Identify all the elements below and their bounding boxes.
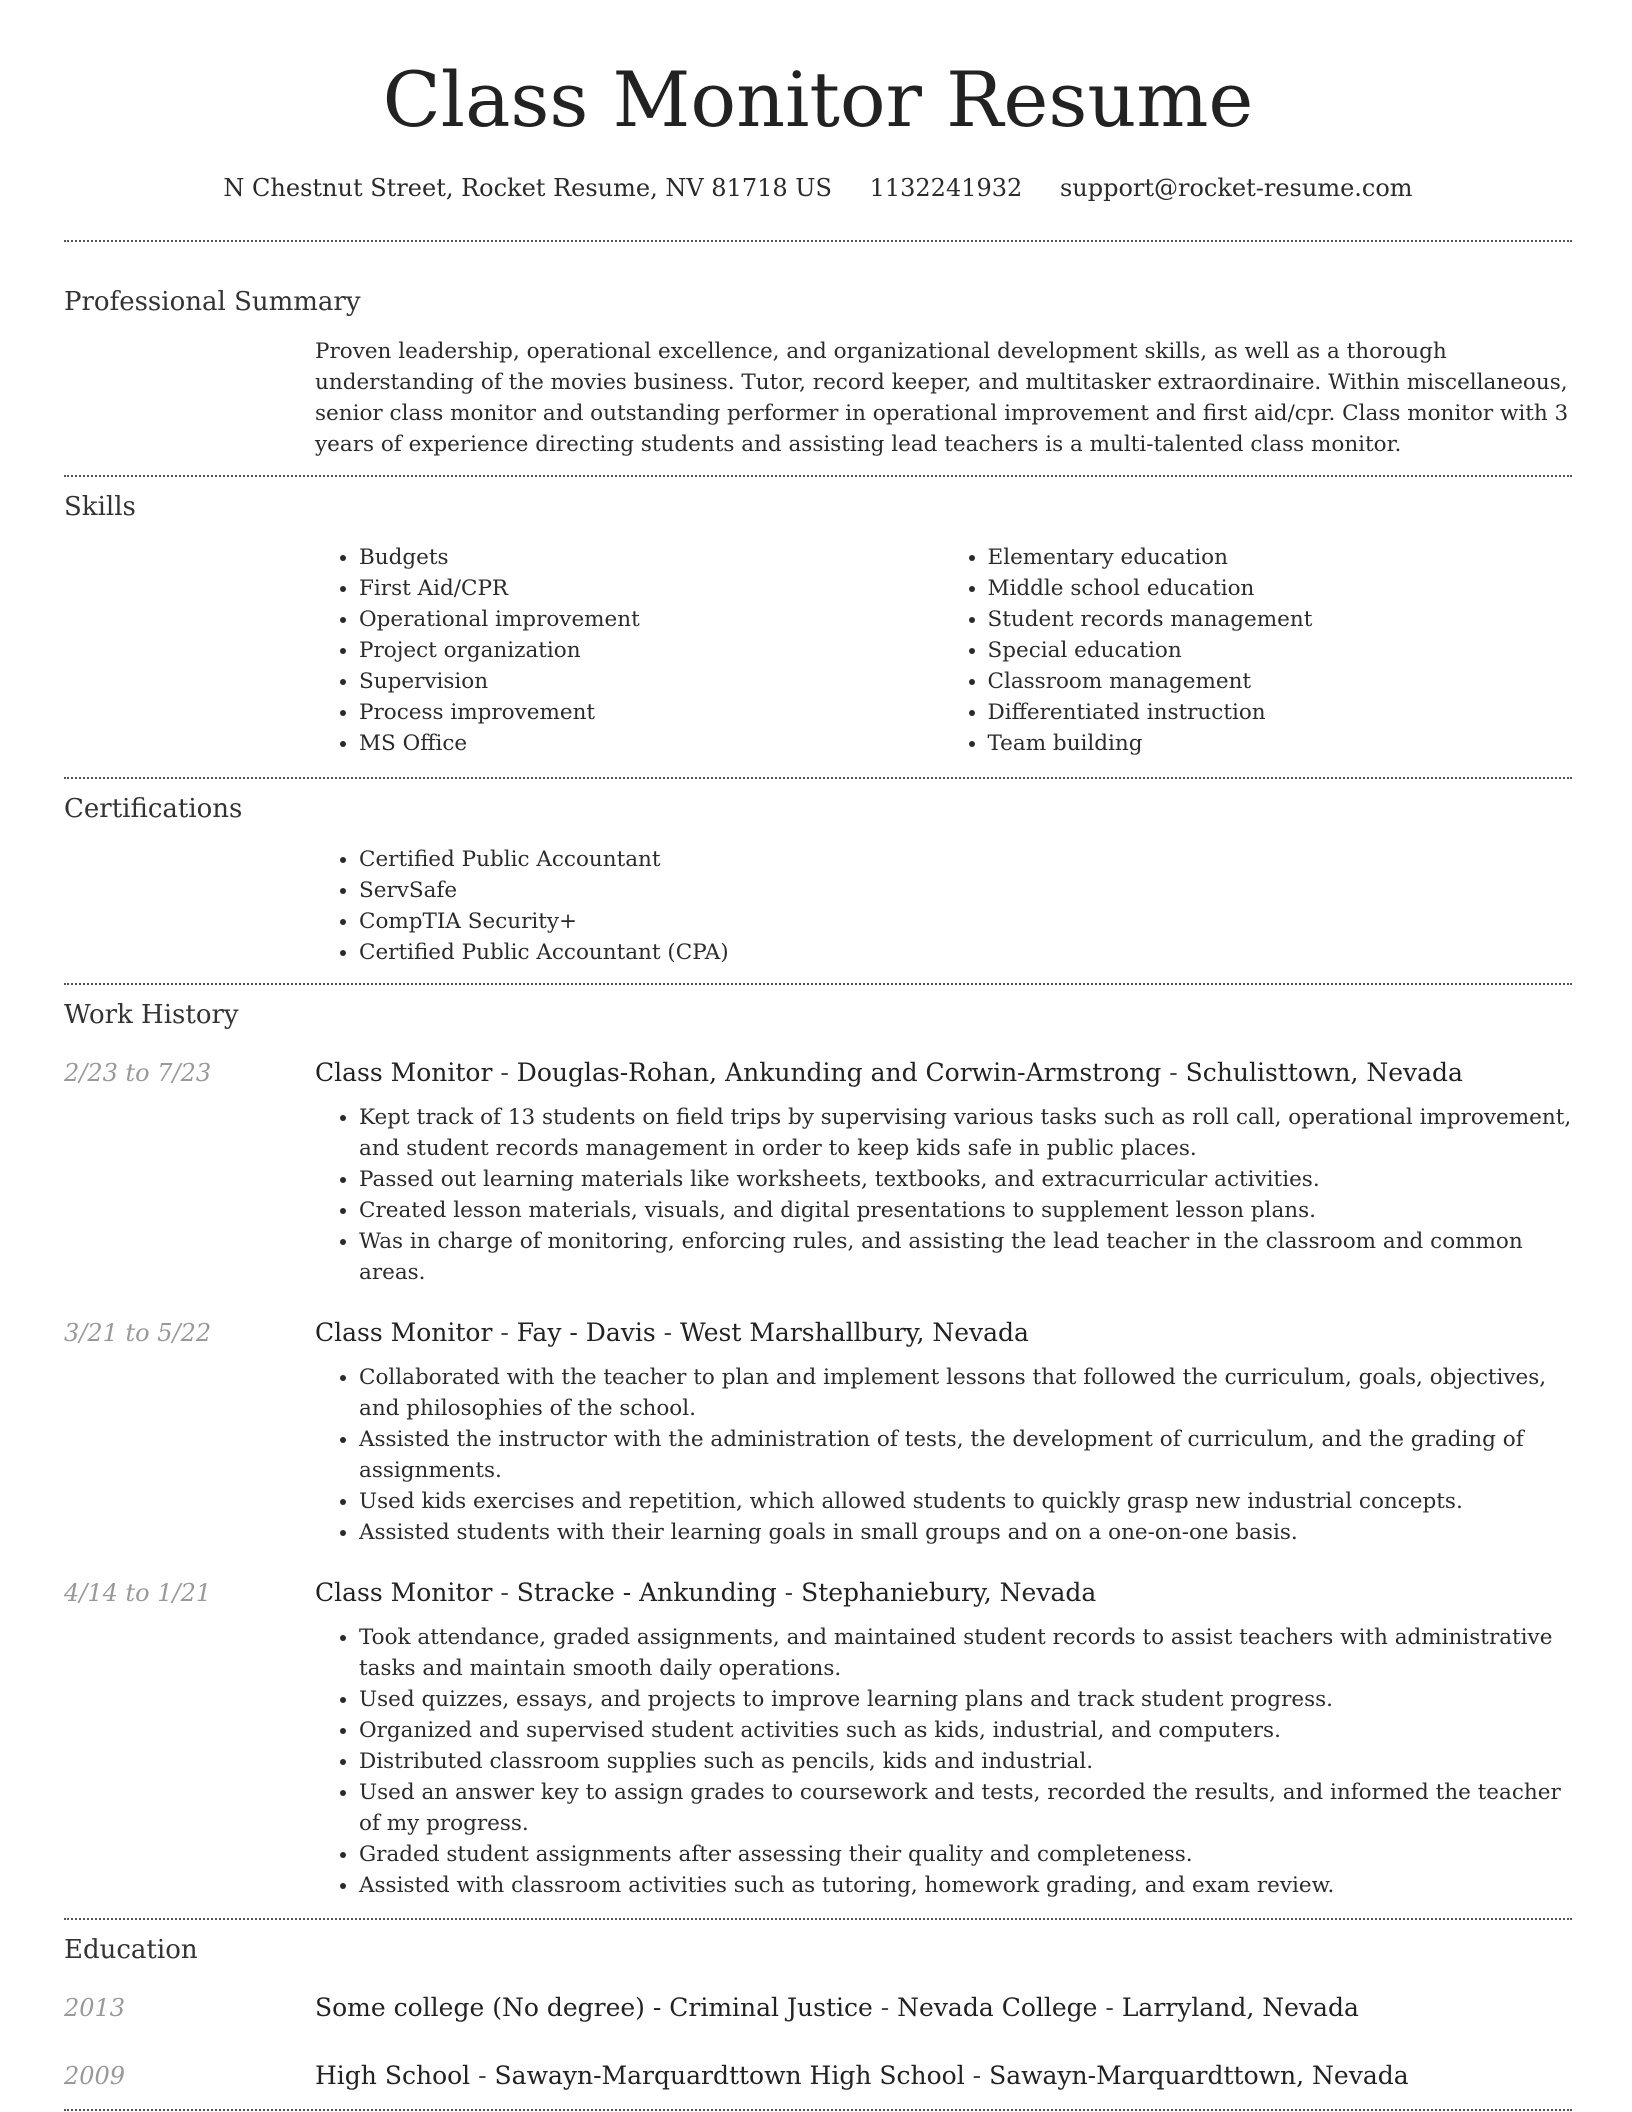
skill-item: • Student records management (988, 604, 1573, 635)
skills-list-right (944, 542, 1573, 759)
skills-section (64, 489, 1572, 759)
education-location: Larryland, Nevada (1121, 1993, 1359, 2022)
education-entry (64, 1990, 1572, 2026)
job-header (64, 1055, 1572, 1091)
job-bullets (315, 1362, 1572, 1548)
job-location: Stephaniebury, Nevada (801, 1578, 1097, 1607)
page-title: Class Monitor Resume (382, 55, 1254, 144)
job-employer: Douglas-Rohan, Ankunding and Corwin-Armstrong (516, 1058, 1162, 1087)
education-entry (64, 2058, 1572, 2094)
contact-line (64, 170, 1572, 206)
job-bullet: • Passed out learning materials like worksheets, textbooks, and extracurricular activities. (359, 1164, 1572, 1195)
skill-item: • Classroom management (988, 666, 1573, 697)
education-title: High School - Sawayn-Marquardttown High School - Sawayn-Marquardttown, Nevada (315, 2061, 1409, 2090)
job-content (315, 1362, 1572, 1548)
resume-page (64, 0, 1572, 2111)
work-section (64, 997, 1572, 1901)
job-date: 3/21 to 5/22 (64, 1319, 212, 1347)
job-bullet: • Took attendance, graded assignments, and maintained student records to assist teachers with administrative tasks and maintain smooth daily operations. (359, 1622, 1572, 1684)
summary-heading: Professional Summary (64, 287, 361, 317)
job-bullet: • Distributed classroom supplies such as pencils, kids and industrial. (359, 1746, 1572, 1777)
job-role: Class Monitor (315, 1578, 493, 1607)
divider (64, 777, 1572, 779)
job-bullet: • Assisted students with their learning goals in small groups and on a one-on-one basis. (359, 1517, 1572, 1548)
job-bullets (315, 1102, 1572, 1288)
certification-item: • Certified Public Accountant (359, 844, 1572, 875)
certifications-list (315, 844, 1572, 968)
contact-phone: 1132241932 (869, 174, 1023, 202)
certifications-section (64, 791, 1572, 968)
job-employer: Stracke - Ankunding (516, 1578, 777, 1607)
divider (64, 240, 1572, 242)
job-bullet: • Was in charge of monitoring, enforcing rules, and assisting the lead teacher in the classroom and common areas. (359, 1226, 1572, 1288)
divider (64, 983, 1572, 985)
summary-text: Proven leadership, operational excellence, and organizational development skills, as well as a thorough understanding of the movies business. Tutor, record keeper, and multitasker extraordinaire. Within miscellaneous, senior class monitor and outstanding performer in operational improvement and first aid/cpr. Class monitor with 3 years of experience directing students and assisting lead teachers is a multi-talented class monitor. (315, 339, 1569, 457)
job-entry (64, 1315, 1572, 1548)
certifications-content (315, 844, 1572, 968)
certification-item: • Certified Public Accountant (CPA) (359, 937, 1572, 968)
job-bullet: • Collaborated with the teacher to plan and implement lessons that followed the curriculum, goals, objectives, and philosophies of the school. (359, 1362, 1572, 1424)
education-year: 2013 (64, 1994, 126, 2022)
job-header (64, 1575, 1572, 1611)
job-location: Schulisttown, Nevada (1185, 1058, 1463, 1087)
job-location: West Marshallbury, Nevada (680, 1318, 1029, 1347)
contact-email: support@rocket-resume.com (1059, 174, 1413, 202)
education-title: Some college (No degree) - Criminal Justice - Nevada College - Larryland, Nevada (315, 1993, 1359, 2022)
job-bullet: • Assisted the instructor with the administration of tests, the development of curriculum, and the grading of assignments. (359, 1424, 1572, 1486)
job-bullets (315, 1622, 1572, 1901)
education-school: Nevada College (897, 1993, 1098, 2022)
skills-columns (315, 542, 1572, 759)
job-title: Class Monitor - Douglas-Rohan, Ankunding and Corwin-Armstrong - Schulisttown, Nevada (315, 1058, 1463, 1087)
skill-item: • Middle school education (988, 573, 1573, 604)
skill-item: • Budgets (359, 542, 944, 573)
divider (64, 475, 1572, 477)
job-content (315, 1102, 1572, 1288)
skill-item: • Team building (988, 728, 1573, 759)
skill-item: • First Aid/CPR (359, 573, 944, 604)
education-year: 2009 (64, 2062, 126, 2090)
skills-list-left (315, 542, 944, 759)
job-entry (64, 1055, 1572, 1288)
job-bullet: • Used quizzes, essays, and projects to improve learning plans and track student progress. (359, 1684, 1572, 1715)
job-bullet: • Used an answer key to assign grades to coursework and tests, recorded the results, and informed the teacher of my progress. (359, 1777, 1572, 1839)
divider (64, 1918, 1572, 1920)
skill-item: • Project organization (359, 635, 944, 666)
skill-item: • Supervision (359, 666, 944, 697)
job-date: 4/14 to 1/21 (64, 1579, 212, 1607)
job-entry (64, 1575, 1572, 1901)
skill-item: • Elementary education (988, 542, 1573, 573)
job-bullet: • Kept track of 13 students on field trips by supervising various tasks such as roll call, operational improvement, and student records management in order to keep kids safe in public places. (359, 1102, 1572, 1164)
job-bullet: • Graded student assignments after assessing their quality and completeness. (359, 1839, 1572, 1870)
job-bullet: • Used kids exercises and repetition, which allowed students to quickly grasp new industrial concepts. (359, 1486, 1572, 1517)
skill-item: • Operational improvement (359, 604, 944, 635)
divider (64, 2109, 1572, 2111)
job-title: Class Monitor - Fay - Davis - West Marshallbury, Nevada (315, 1318, 1029, 1347)
education-location: Sawayn-Marquardttown, Nevada (989, 2061, 1409, 2090)
contact-address: N Chestnut Street, Rocket Resume, NV 81718 US (223, 174, 832, 202)
education-section (64, 1932, 1572, 2094)
summary-section (64, 284, 1572, 460)
certifications-heading: Certifications (64, 794, 243, 824)
skill-item: • Special education (988, 635, 1573, 666)
job-role: Class Monitor (315, 1058, 493, 1087)
job-role: Class Monitor (315, 1318, 493, 1347)
education-heading: Education (64, 1935, 198, 1965)
certification-item: • ServSafe (359, 875, 1572, 906)
job-content (315, 1622, 1572, 1901)
job-date: 2/23 to 7/23 (64, 1059, 212, 1087)
job-employer: Fay - Davis (516, 1318, 656, 1347)
job-title: Class Monitor - Stracke - Ankunding - Stephaniebury, Nevada (315, 1578, 1097, 1607)
education-degree: High School (315, 2061, 471, 2090)
education-degree: Some college (No degree) - Criminal Justice (315, 1993, 873, 2022)
skills-heading: Skills (64, 492, 136, 522)
skill-item: • Process improvement (359, 697, 944, 728)
skill-item: • MS Office (359, 728, 944, 759)
job-header (64, 1315, 1572, 1351)
skill-item: • Differentiated instruction (988, 697, 1573, 728)
certification-item: • CompTIA Security+ (359, 906, 1572, 937)
job-bullet: • Organized and supervised student activities such as kids, industrial, and computers. (359, 1715, 1572, 1746)
work-heading: Work History (64, 1000, 239, 1030)
job-bullet: • Assisted with classroom activities such as tutoring, homework grading, and exam review. (359, 1870, 1572, 1901)
education-school: Sawayn-Marquardttown High School (494, 2061, 965, 2090)
job-bullet: • Created lesson materials, visuals, and digital presentations to supplement lesson plans. (359, 1195, 1572, 1226)
